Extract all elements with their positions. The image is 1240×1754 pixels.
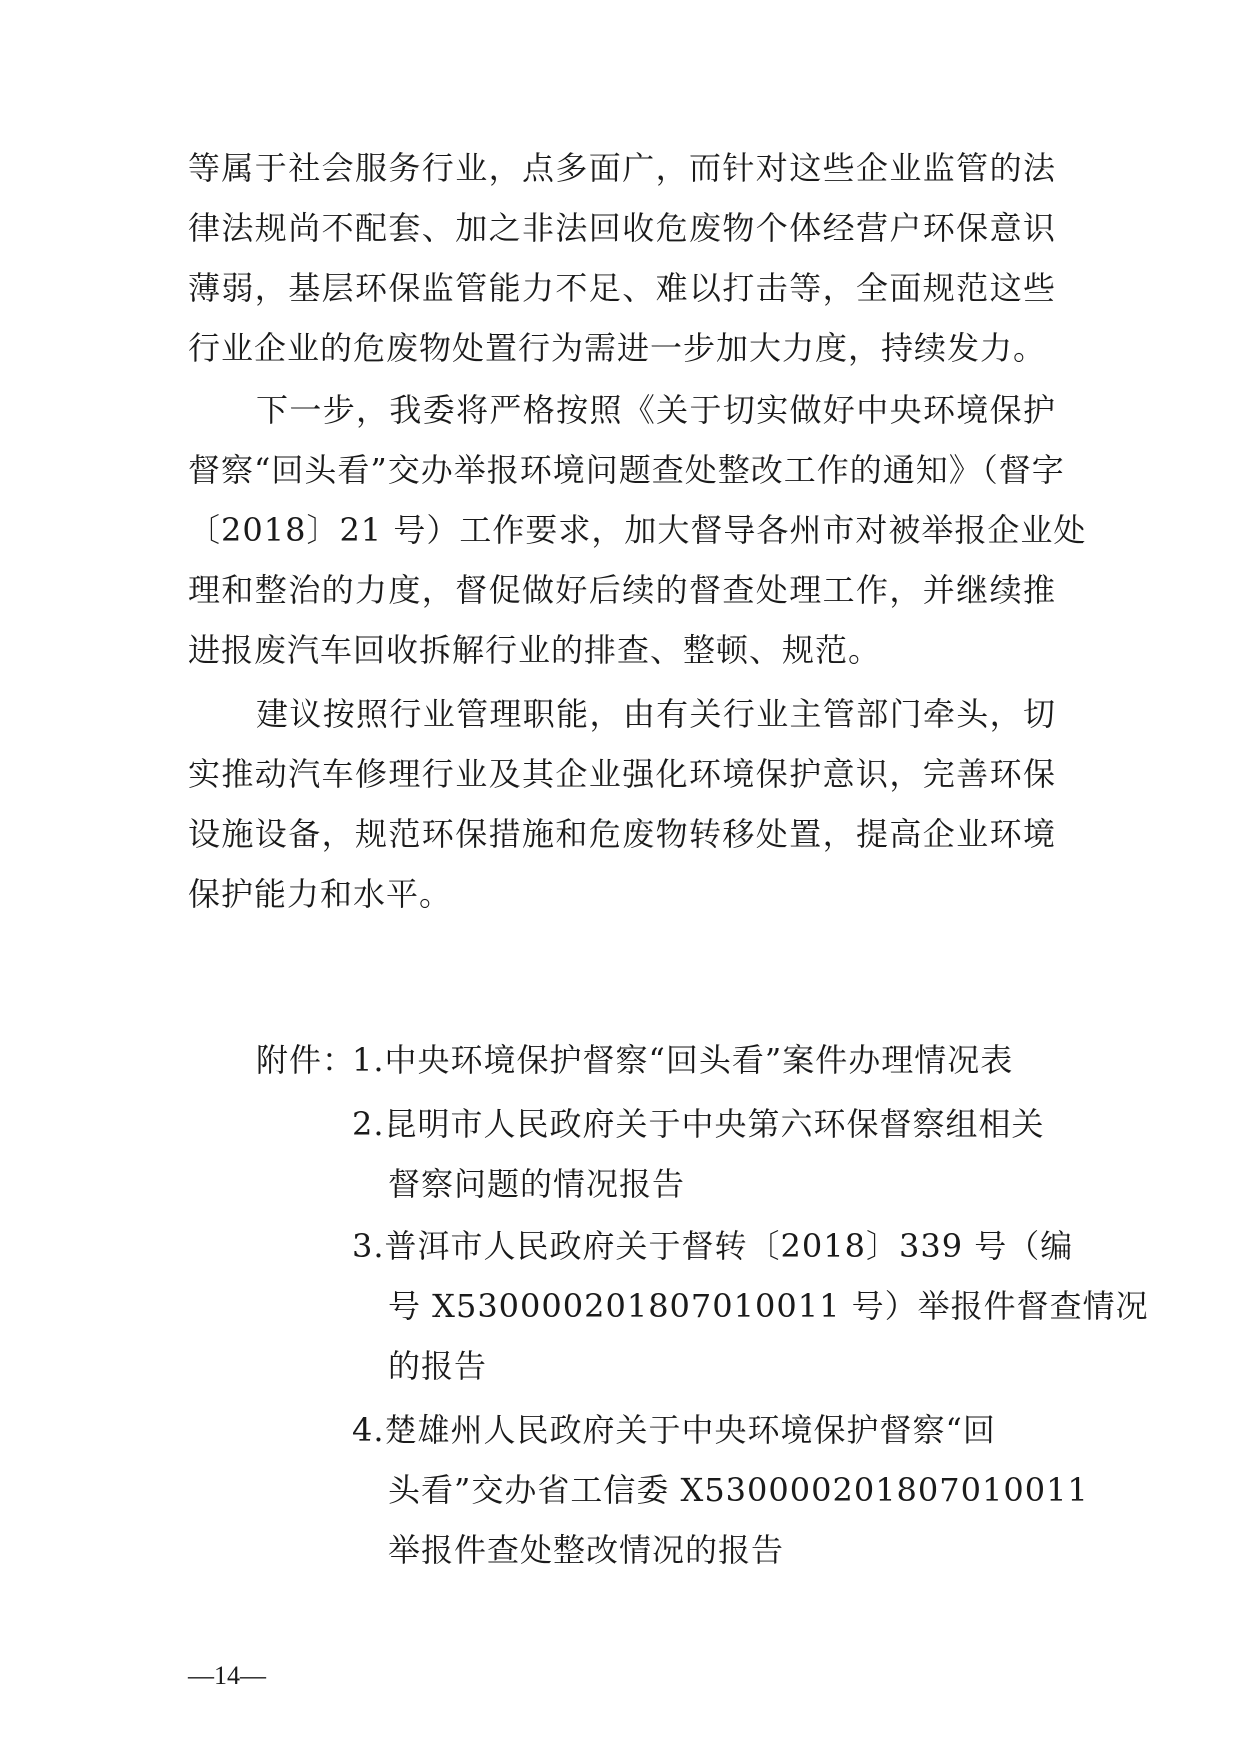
attachment-item-4-cont: 举报件查处整改情况的报告 [388, 1531, 785, 1569]
paragraph-line: 行业企业的危废物处置行为需进一步加大力度，持续发力。 [188, 329, 1047, 367]
paragraph-line: 律法规尚不配套、加之非法回收危废物个体经营户环保意识 [188, 209, 1056, 247]
paragraph-line: 进报废汽车回收拆解行业的排查、整顿、规范。 [188, 631, 882, 669]
attachment-item-3: 3.普洱市人民政府关于督转〔2018〕339 号（编 [352, 1227, 1074, 1265]
attachments-label: 附件： [256, 1041, 356, 1079]
page-number: —14— [188, 1661, 266, 1690]
paragraph-line: 下一步，我委将严格按照《关于切实做好中央环境保护 [256, 391, 1056, 429]
attachment-item-4: 4.楚雄州人民政府关于中央环境保护督察“回 [352, 1411, 996, 1449]
paragraph-line: 等属于社会服务行业，点多面广，而针对这些企业监管的法 [188, 149, 1056, 187]
paragraph-line: 〔2018〕21 号）工作要求，加大督导各州市对被举报企业处 [188, 511, 1087, 549]
attachment-item-3-cont: 号 X530000201807010011 号）举报件督查情况 [388, 1287, 1149, 1325]
attachment-item-1: 1.中央环境保护督察“回头看”案件办理情况表 [352, 1041, 1014, 1079]
paragraph-line: 建议按照行业管理职能，由有关行业主管部门牵头，切 [256, 695, 1056, 733]
paragraph-line: 实推动汽车修理行业及其企业强化环境保护意识，完善环保 [188, 755, 1056, 793]
attachment-item-3-cont: 的报告 [388, 1347, 488, 1385]
attachment-item-4-cont: 头看”交办省工信委 X530000201807010011 [388, 1471, 1089, 1509]
paragraph-line: 设施设备，规范环保措施和危废物转移处置，提高企业环境 [188, 815, 1056, 853]
paragraph-line: 理和整治的力度，督促做好后续的督查处理工作，并继续推 [188, 571, 1056, 609]
attachment-item-2: 2.昆明市人民政府关于中央第六环保督察组相关 [352, 1105, 1045, 1143]
attachment-item-2-cont: 督察问题的情况报告 [388, 1165, 686, 1203]
paragraph-line: 保护能力和水平。 [188, 875, 453, 913]
paragraph-line: 督察“回头看”交办举报环境问题查处整改工作的通知》（督字 [188, 451, 1065, 489]
paragraph-line: 薄弱，基层环保监管能力不足、难以打击等，全面规范这些 [188, 269, 1056, 307]
